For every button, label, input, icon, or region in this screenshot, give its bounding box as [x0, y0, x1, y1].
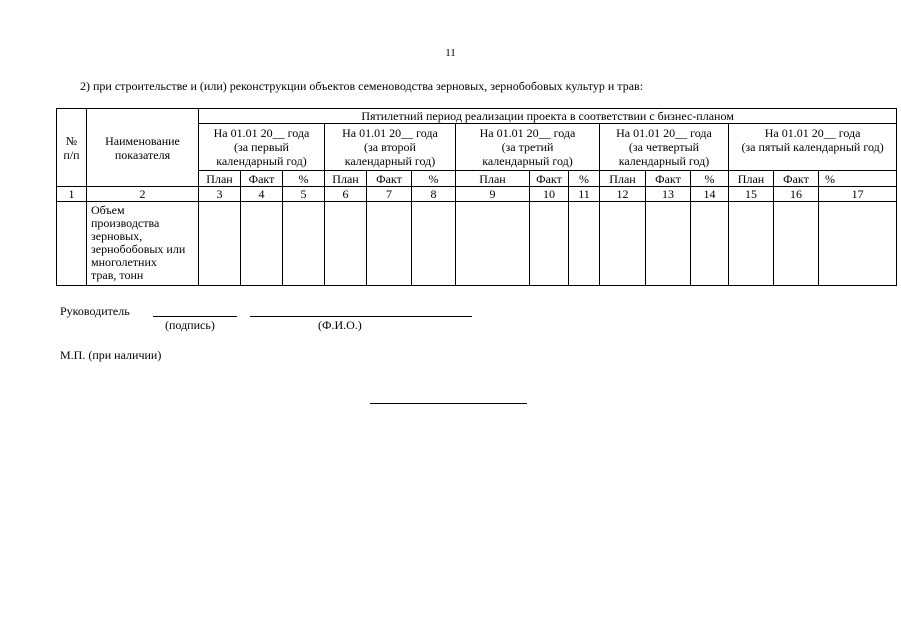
column-number: 12 [600, 187, 646, 202]
column-number: 13 [646, 187, 691, 202]
column-number: 9 [456, 187, 530, 202]
data-cell[interactable] [691, 202, 729, 286]
column-number: 5 [283, 187, 325, 202]
year-2-header: На 01.01 20__ года (за второй календарный год) [325, 124, 456, 171]
plan-header: План [729, 171, 774, 187]
column-number: 17 [819, 187, 897, 202]
fact-header: Факт [530, 171, 569, 187]
column-number: 7 [367, 187, 412, 202]
year-5-header: На 01.01 20__ года (за пятый календарный год) [729, 124, 897, 171]
fio-caption: (Ф.И.О.) [318, 318, 362, 332]
data-cell[interactable] [367, 202, 412, 286]
year-4-header: На 01.01 20__ года (за четвертый календарный год) [600, 124, 729, 171]
row-number-cell [57, 202, 87, 286]
column-number: 2 [87, 187, 199, 202]
percent-header: % [819, 171, 897, 187]
data-cell[interactable] [325, 202, 367, 286]
fact-header: Факт [241, 171, 283, 187]
data-cell[interactable] [774, 202, 819, 286]
column-number: 10 [530, 187, 569, 202]
plan-header: План [325, 171, 367, 187]
column-number: 11 [569, 187, 600, 202]
stamp-label: М.П. (при наличии) [60, 348, 162, 362]
fact-header: Факт [774, 171, 819, 187]
column-number: 8 [412, 187, 456, 202]
column-number: 14 [691, 187, 729, 202]
number-header: № п/п [57, 109, 87, 187]
page-number: 11 [445, 47, 456, 59]
indicator-table [56, 108, 897, 286]
data-cell[interactable] [646, 202, 691, 286]
data-cell[interactable] [456, 202, 530, 286]
data-cell[interactable] [241, 202, 283, 286]
data-cell[interactable] [569, 202, 600, 286]
data-cell[interactable] [530, 202, 569, 286]
column-number: 16 [774, 187, 819, 202]
percent-header: % [691, 171, 729, 187]
data-cell[interactable] [412, 202, 456, 286]
plan-header: План [600, 171, 646, 187]
year-1-header: На 01.01 20__ года (за первый календарный год) [199, 124, 325, 171]
signature-caption: (подпись) [165, 318, 215, 332]
column-number: 1 [57, 187, 87, 202]
data-cell[interactable] [819, 202, 897, 286]
column-number: 3 [199, 187, 241, 202]
percent-header: % [283, 171, 325, 187]
period-header: Пятилетний период реализации проекта в соответствии с бизнес-планом [199, 109, 897, 124]
column-number: 6 [325, 187, 367, 202]
fio-line[interactable] [250, 316, 472, 317]
data-cell[interactable] [600, 202, 646, 286]
year-3-header: На 01.01 20__ года (за третий календарный год) [456, 124, 600, 171]
data-cell[interactable] [199, 202, 241, 286]
indicator-name: Объем производства зерновых, зернобобовых или многолетних трав, тонн [87, 202, 199, 286]
head-label: Руководитель [60, 304, 130, 318]
column-number: 4 [241, 187, 283, 202]
data-cell[interactable] [729, 202, 774, 286]
percent-header: % [569, 171, 600, 187]
data-cell[interactable] [283, 202, 325, 286]
section-intro: 2) при строительстве и (или) реконструкции объектов семеноводства зерновых, зернобобовых культур и трав: [80, 79, 644, 93]
fact-header: Факт [367, 171, 412, 187]
end-divider [370, 403, 527, 404]
column-number: 15 [729, 187, 774, 202]
name-header: Наименование показателя [87, 109, 199, 187]
signature-line[interactable] [153, 316, 237, 317]
fact-header: Факт [646, 171, 691, 187]
percent-header: % [412, 171, 456, 187]
plan-header: План [456, 171, 530, 187]
plan-header: План [199, 171, 241, 187]
